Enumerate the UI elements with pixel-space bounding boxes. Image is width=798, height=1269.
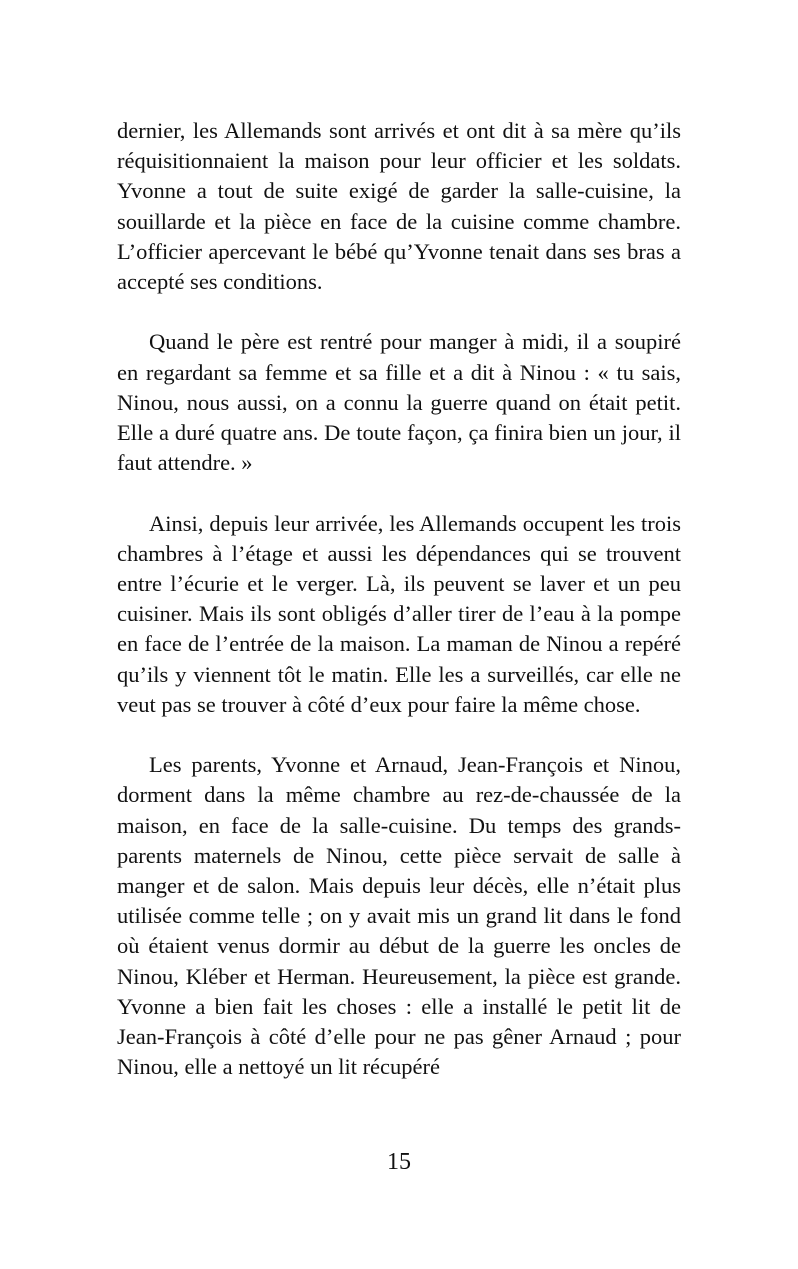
paragraph-3: Ainsi, depuis leur arrivée, les Allemands occupent les trois chambres à l’étage et aussi les dépendances qui se trouvent entre l’écurie et le verger. Là, ils peuvent se laver et un peu cuisiner. Mais ils sont obligés d’aller tirer de l’eau à la pompe en face de l’entrée de la maison. La maman de Ninou a repéré qu’ils y viennent tôt le matin. Elle les a surveillés, car elle ne veut pas se trouver à côté d’eux pour faire la même chose. [117, 510, 681, 717]
page-number: 15 [387, 1149, 411, 1175]
paragraph-1: dernier, les Allemands sont arrivés et ont dit à sa mère qu’ils réquisitionnaient la maison pour leur officier et les soldats. Yvonne a tout de suite exigé de garder la salle-cuisine, la souillarde et la pièce en face de la cuisine comme chambre. L’officier apercevant le bébé qu’Yvonne tenait dans ses bras a accepté ses conditions. [117, 118, 681, 295]
paragraph-4: Les parents, Yvonne et Arnaud, Jean-François et Ninou, dorment dans la même chambre au rez-de-chaussée de la maison, en face de la salle-cuisine. Du temps des grands-parents maternels de Ninou, cette pièce servait de salle à manger et de salon. Mais depuis leur décès, elle n’était plus utilisée comme telle ; on y avait mis un grand lit dans le fond où étaient venus dormir au début de la guerre les oncles de Ninou, Kléber et Herman. Heureusement, la pièce est grande. Yvonne a bien fait les choses : elle a installé le petit lit de Jean-François à côté d’elle pour ne pas gêner Arnaud ; pour Ninou, elle a nettoyé un lit récupéré [117, 752, 681, 1080]
page-body [117, 116, 681, 1082]
paragraph-2: Quand le père est rentré pour manger à midi, il a soupiré en regardant sa femme et sa fille et a dit à Ninou : « tu sais, Ninou, nous aussi, on a connu la guerre quand on était petit. Elle a duré quatre ans. De toute façon, ça finira bien un jour, il faut attendre. » [117, 329, 681, 476]
